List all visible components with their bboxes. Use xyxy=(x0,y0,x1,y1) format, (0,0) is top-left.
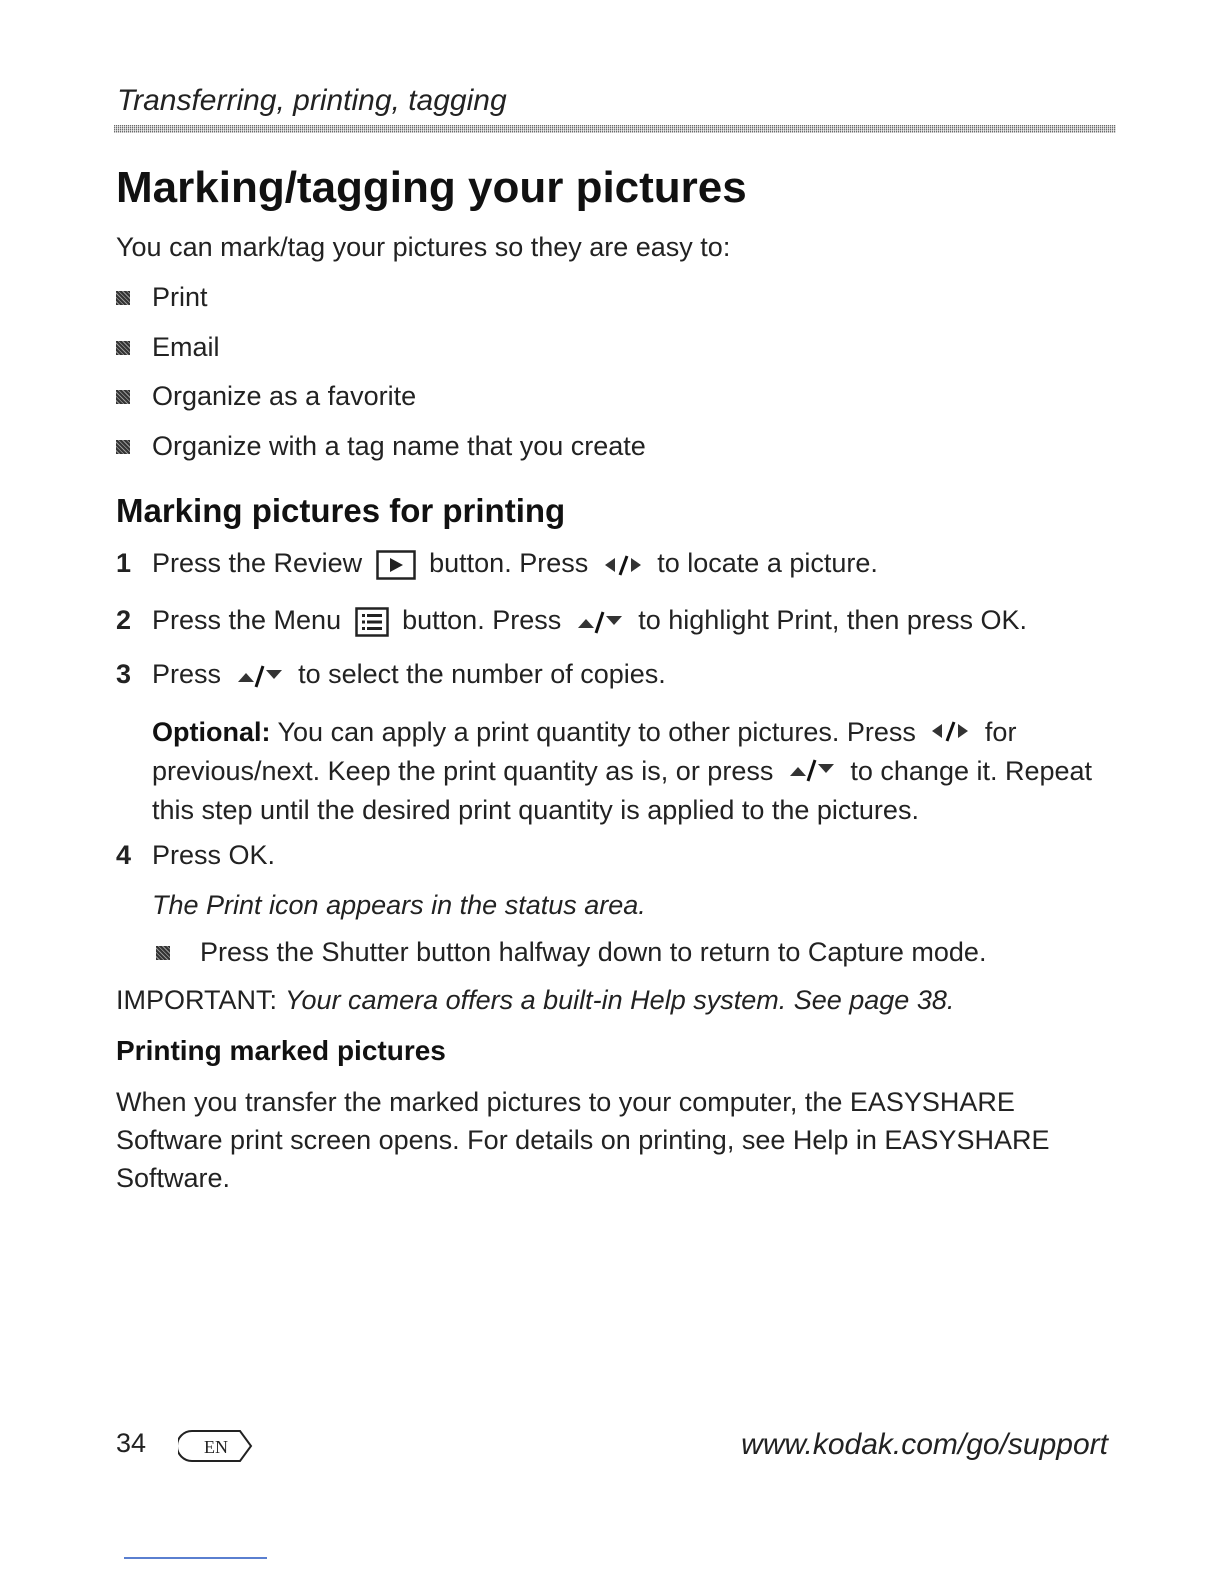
list-item: Email xyxy=(116,332,646,382)
step-4: 4 Press OK. xyxy=(116,840,276,870)
left-right-arrows-icon xyxy=(602,551,644,579)
square-bullet-icon xyxy=(116,390,130,404)
step-number: 3 xyxy=(116,659,132,689)
purpose-list xyxy=(116,282,646,480)
square-bullet-icon xyxy=(116,341,130,355)
running-head: Transferring, printing, tagging xyxy=(117,84,507,117)
up-down-arrows-icon xyxy=(575,608,625,636)
step-3: 3 Press to select the number of copies. xyxy=(116,659,666,689)
result-note: The Print icon appears in the status area. xyxy=(152,890,646,920)
list-item: Organize with a tag name that you create xyxy=(116,431,646,481)
step-number: 2 xyxy=(116,605,132,635)
list-item: Organize as a favorite xyxy=(116,381,646,431)
language-code: EN xyxy=(204,1437,228,1457)
section-heading: Marking pictures for printing xyxy=(116,492,566,529)
optional-label: Optional: xyxy=(152,717,271,747)
support-url[interactable]: www.kodak.com/go/support xyxy=(741,1428,1108,1461)
subsection-text: When you transfer the marked pictures to your computer, the EASYSHARE Software print screen opens. For details on printing, see Help in EASYSHARE Software. xyxy=(116,1087,1050,1193)
intro-text: You can mark/tag your pictures so they are easy to: xyxy=(116,232,731,262)
square-bullet-icon xyxy=(156,946,170,960)
page-title: Marking/tagging your pictures xyxy=(116,163,747,212)
subsection-heading: Printing marked pictures xyxy=(116,1035,446,1066)
up-down-arrows-icon xyxy=(787,756,837,784)
review-button-icon xyxy=(376,550,416,580)
up-down-arrows-icon xyxy=(235,662,285,690)
list-item: Print xyxy=(116,282,646,332)
square-bullet-icon xyxy=(116,440,130,454)
optional-note: Optional: You can apply a print quantity to other pictures. Press for previous/next. Keep the print quantity as is, or press to change it. Repeat this step until the desired print quantity is applied to the pictures. xyxy=(152,717,1093,825)
sub-bullet-item: Press the Shutter button halfway down to return to Capture mode. xyxy=(156,937,986,968)
important-note xyxy=(116,985,954,1016)
important-text: Your camera offers a built-in Help system. See page 38. xyxy=(285,985,955,1015)
important-label: IMPORTANT: xyxy=(116,985,278,1015)
left-right-arrows-icon xyxy=(929,717,971,745)
page-number: 34 xyxy=(116,1428,147,1458)
step-1: 1 Press the Review button. Press to locate a picture. xyxy=(116,548,878,578)
step-number: 1 xyxy=(116,548,132,578)
language-badge-icon xyxy=(178,1428,254,1464)
menu-button-icon xyxy=(355,607,389,637)
scan-edge-line xyxy=(124,1557,267,1559)
step-2: 2 Press the Menu button. Press to highlight Print, then press OK. xyxy=(116,605,1027,635)
step-number: 4 xyxy=(116,840,132,870)
header-rule xyxy=(114,125,1116,133)
square-bullet-icon xyxy=(116,291,130,305)
